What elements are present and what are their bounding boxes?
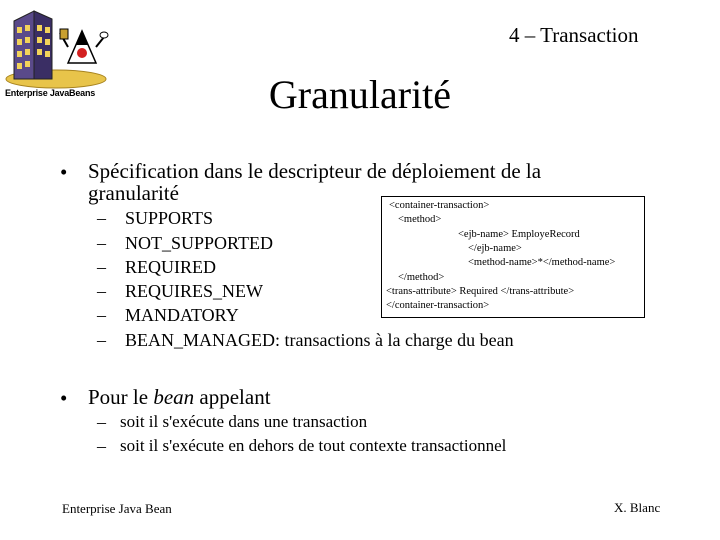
list-item: REQUIRED <box>125 257 216 277</box>
xml-line: <container-transaction> <box>389 200 490 211</box>
dash: – <box>97 330 106 350</box>
dash: – <box>97 305 106 325</box>
xml-line: </container-transaction> <box>386 300 490 311</box>
xml-line: <method-name>*</method-name> <box>468 257 616 268</box>
list-item: NOT_SUPPORTED <box>125 233 273 253</box>
list-item: SUPPORTS <box>125 208 213 228</box>
bullet-2-italic: bean <box>153 385 195 409</box>
dash: – <box>97 233 106 253</box>
xml-line: <ejb-name> EmployeRecord <box>458 229 580 240</box>
page-title <box>0 71 720 118</box>
dash: – <box>97 208 106 228</box>
xml-line: </ejb-name> <box>468 243 522 254</box>
footer-left: Enterprise Java Bean <box>62 501 172 516</box>
bullet-2-line <box>88 385 271 410</box>
logo-caption: Enterprise JavaBeans <box>5 88 96 98</box>
footer-right: X. Blanc <box>614 500 661 515</box>
bullet-2-prefix: Pour le <box>88 385 154 409</box>
deployment-descriptor-box <box>381 196 645 318</box>
list-item: MANDATORY <box>125 305 239 325</box>
bullet-dot: • <box>60 386 68 410</box>
dash: – <box>97 412 106 432</box>
xml-line: </method> <box>398 272 445 283</box>
bullet-1-line-2: granularité <box>88 181 179 205</box>
xml-line: <trans-attribute> Required </trans-attribute> <box>386 286 575 297</box>
dash: – <box>97 281 106 301</box>
list-item: REQUIRES_NEW <box>125 281 263 301</box>
xml-line: <method> <box>398 214 442 225</box>
list-item: soit il s'exécute dans une transaction <box>120 412 368 431</box>
list-item: soit il s'exécute en dehors de tout contexte transactionnel <box>120 436 507 455</box>
bullet-1-line-1: Spécification dans le descripteur de déploiement de la <box>88 159 542 183</box>
bullet-dot: • <box>60 160 68 184</box>
bullet-2-suffix: appelant <box>194 385 271 409</box>
dash: – <box>97 257 106 277</box>
list-item: BEAN_MANAGED: transactions à la charge du bean <box>125 330 514 350</box>
dash: – <box>97 436 106 456</box>
page-title-text: Granularité <box>268 72 452 117</box>
section-heading: 4 – Transaction <box>509 23 639 47</box>
